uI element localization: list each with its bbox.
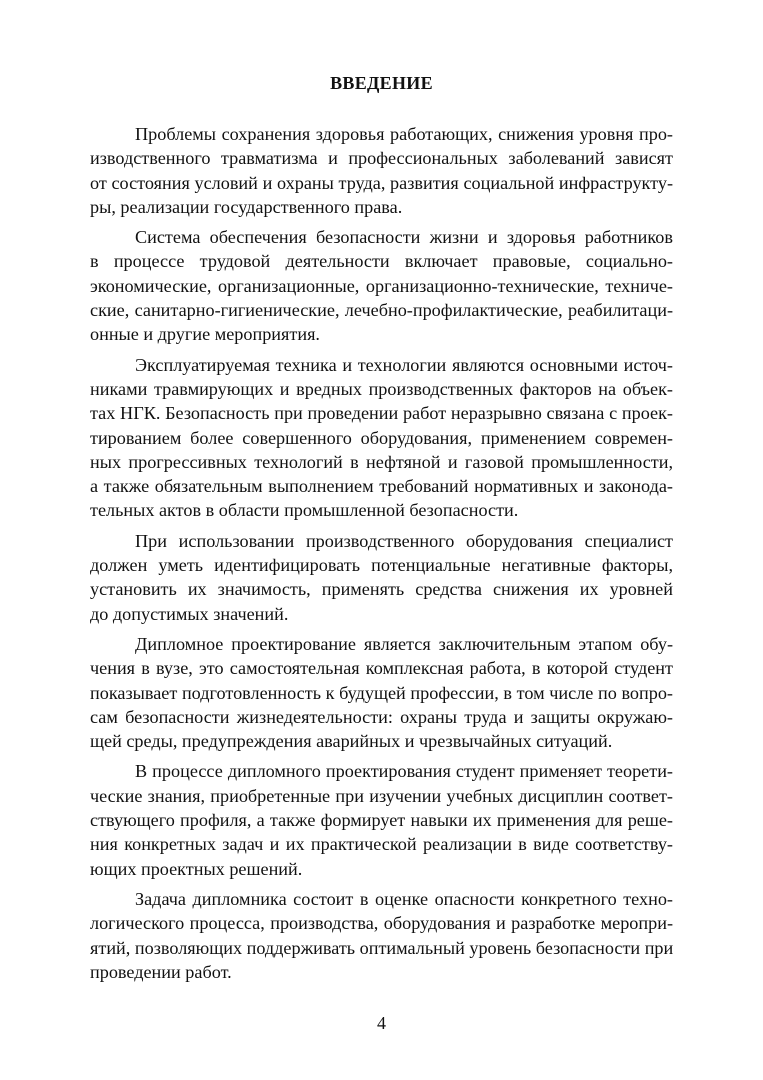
- text-line: щей среды, предупреждения аварийных и чрезвычайных ситуаций.: [90, 731, 613, 752]
- text-line: онные и другие мероприятия.: [90, 324, 320, 345]
- text-line: должен уметь идентифицировать потенциальные негативные факторы,: [90, 555, 673, 576]
- text-line: Проблемы сохранения здоровья работающих, снижения уровня про-: [135, 124, 673, 144]
- paragraph-2: [90, 225, 673, 346]
- text-line: При использовании производственного оборудования специалист: [135, 530, 673, 551]
- text-line: Система обеспечения безопасности жизни и здоровья работников: [135, 227, 673, 248]
- text-line: Эксплуатируемая техника и технологии являются основными источ-: [135, 354, 673, 375]
- text-line: установить их значимость, применять средства снижения их уровней: [90, 579, 673, 600]
- text-line: Задача дипломника состоит в оценке опасности конкретного техно-: [135, 888, 673, 909]
- paragraph-6: [90, 759, 673, 880]
- text-line: ния конкретных задач и их практической реализации в виде соответству-: [90, 834, 673, 855]
- text-line: ческие знания, приобретенные при изучении учебных дисциплин соответ-: [90, 785, 673, 806]
- text-line: в процессе трудовой деятельности включает правовые, социально-: [90, 251, 673, 272]
- text-line: ствующего профиля, а также формирует навыки их применения для реше-: [90, 810, 673, 831]
- text-line: никами травмирующих и вредных производственных факторов на объек-: [90, 378, 673, 399]
- paragraph-1: [90, 122, 673, 219]
- text-line: чения в вузе, это самостоятельная комплексная работа, в которой студент: [90, 658, 673, 679]
- text-line: экономические, организационные, организационно-технические, техниче-: [90, 275, 673, 296]
- text-line: проведении работ.: [90, 961, 232, 982]
- text-line: тированием более совершенного оборудования, применением современ-: [90, 427, 673, 448]
- text-line: до допустимых значений.: [90, 603, 289, 624]
- text-line: от состояния условий и охраны труда, развития социальной инфраструкту-: [90, 172, 673, 193]
- text-line: сам безопасности жизнедеятельности: охраны труда и защиты окружаю-: [90, 706, 673, 727]
- body-text: [90, 122, 673, 990]
- text-line: а также обязательным выполнением требований нормативных и законода-: [90, 476, 673, 497]
- text-line: ские, санитарно-гигиенические, лечебно-профилактические, реабилитаци-: [90, 300, 673, 321]
- paragraph-5: [90, 632, 673, 753]
- text-line: ятий, позволяющих поддерживать оптимальный уровень безопасности при: [90, 937, 674, 958]
- paragraph-7: [90, 887, 673, 984]
- text-line: тах НГК. Безопасность при проведении работ неразрывно связана с проек-: [90, 403, 673, 424]
- page-title: ВВЕДЕНИЕ: [330, 73, 433, 93]
- text-line: показывает подготовленность к будущей профессии, в том числе по вопро-: [90, 682, 673, 703]
- text-line: ющих проектных решений.: [90, 858, 303, 879]
- text-line: изводственного травматизма и профессиональных заболеваний зависят: [90, 148, 673, 169]
- text-line: логического процесса, производства, оборудования и разработке меропри-: [90, 913, 673, 934]
- text-line: ных прогрессивных технологий в нефтяной и газовой промышленности,: [90, 451, 673, 472]
- text-line: Дипломное проектирование является заключительным этапом обу-: [135, 633, 673, 654]
- paragraph-3: [90, 353, 673, 523]
- text-line: ры, реализации государственного права.: [90, 196, 403, 217]
- text-line: В процессе дипломного проектирования студент применяет теорети-: [135, 761, 673, 782]
- text-line: тельных актов в области промышленной безопасности.: [90, 500, 519, 521]
- paragraph-4: [90, 529, 673, 626]
- page-number: 4: [377, 1013, 386, 1033]
